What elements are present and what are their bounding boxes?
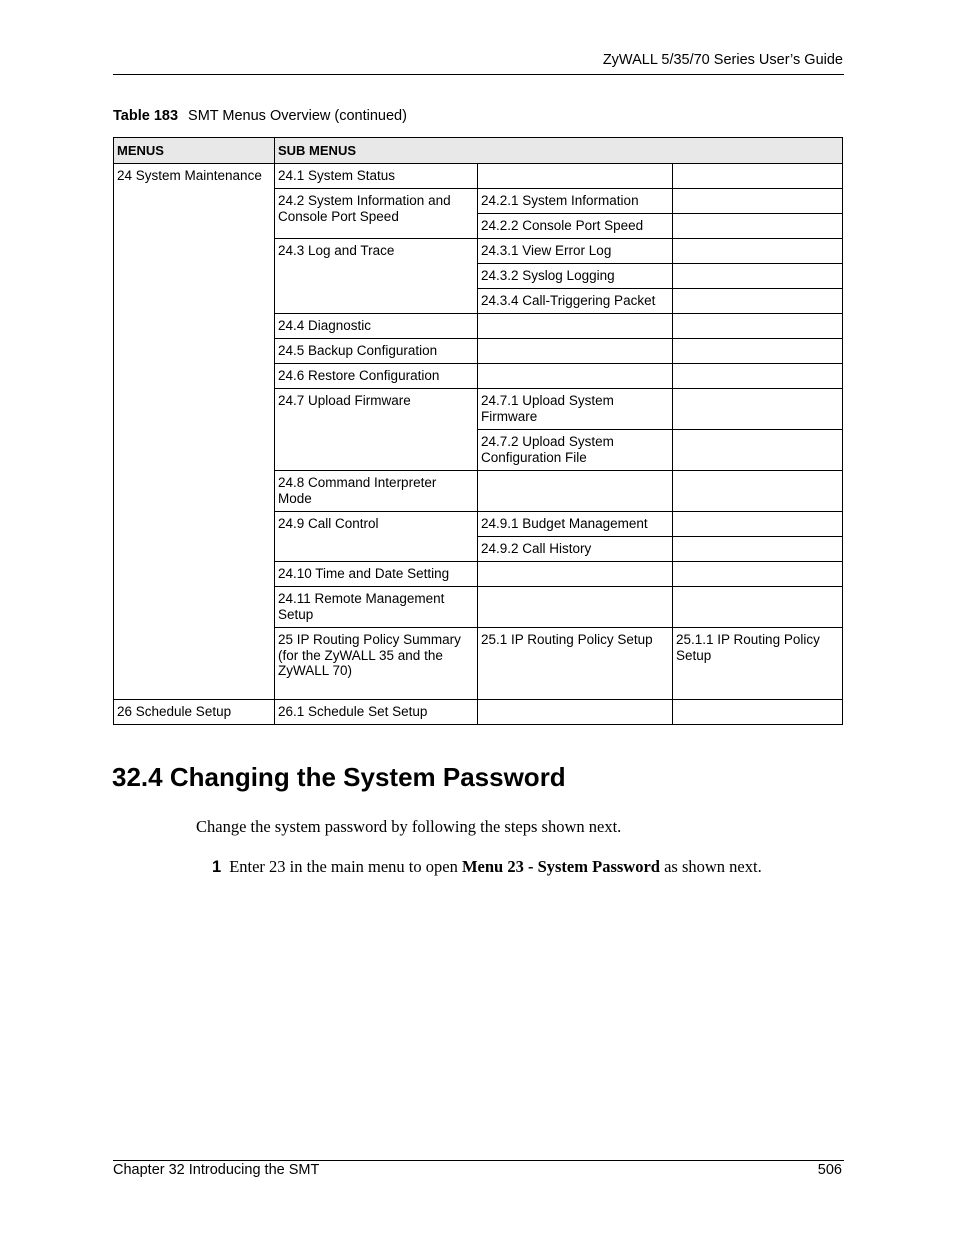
sub-menu-cell: 24.6 Restore Configuration	[275, 364, 478, 389]
empty-cell	[673, 430, 843, 471]
empty-cell	[673, 471, 843, 512]
empty-cell	[673, 189, 843, 214]
smt-menus-table	[113, 137, 843, 725]
footer-rule	[113, 1160, 844, 1161]
empty-cell	[673, 239, 843, 264]
sub-menu-cell: 24.9 Call Control	[275, 512, 478, 562]
step-1	[212, 857, 762, 877]
sub-sub-menu-cell	[478, 562, 673, 587]
sub-sub-menu-cell: 24.3.1 View Error Log	[478, 239, 673, 264]
sub-sub-menu-cell: 24.2.1 System Information	[478, 189, 673, 214]
empty-cell	[673, 587, 843, 628]
table-caption	[113, 108, 407, 124]
sub-sub-menu-cell	[478, 587, 673, 628]
empty-cell	[673, 537, 843, 562]
table-title: SMT Menus Overview (continued)	[188, 108, 407, 124]
table-header-row	[114, 138, 843, 164]
col-header-menus: MENUS	[114, 138, 275, 164]
running-header: ZyWALL 5/35/70 Series User’s Guide	[602, 52, 843, 68]
sub-sub-menu-cell: 24.7.2 Upload System Configuration File	[478, 430, 673, 471]
sub-menu-cell: 24.5 Backup Configuration	[275, 339, 478, 364]
empty-cell	[673, 314, 843, 339]
empty-cell	[673, 214, 843, 239]
step-number: 1	[212, 858, 222, 876]
empty-cell	[673, 164, 843, 189]
sub-menu-cell: 26.1 Schedule Set Setup	[275, 700, 478, 725]
header-rule	[113, 74, 844, 75]
intro-paragraph: Change the system password by following the steps shown next.	[196, 817, 622, 836]
empty-cell	[673, 339, 843, 364]
sub-sub-menu-cell: 24.3.4 Call-Triggering Packet	[478, 289, 673, 314]
step-text-before: Enter 23 in the main menu to open	[229, 857, 462, 876]
sub-sub-menu-cell	[478, 164, 673, 189]
table-row	[114, 700, 843, 725]
menu-reference: Menu 23 - System Password	[461, 857, 660, 876]
footer-chapter: Chapter 32 Introducing the SMT	[113, 1162, 320, 1178]
empty-cell	[673, 700, 843, 725]
menu-cell: 25 IP Routing Policy Summary (for the ZyWALL 35 and the ZyWALL 70)	[275, 628, 478, 700]
empty-cell	[673, 562, 843, 587]
menu-cell: 24 System Maintenance	[114, 164, 275, 700]
sub-menu-cell: 25.1 IP Routing Policy Setup	[478, 628, 673, 700]
sub-menu-cell: 24.8 Command Interpreter Mode	[275, 471, 478, 512]
table-number: Table 183	[113, 108, 179, 124]
sub-sub-menu-cell	[478, 700, 673, 725]
sub-menu-cell: 24.11 Remote Management Setup	[275, 587, 478, 628]
section-heading: 32.4 Changing the System Password	[112, 762, 566, 792]
col-header-sub-menus: SUB MENUS	[275, 138, 843, 164]
sub-menu-cell: 24.3 Log and Trace	[275, 239, 478, 314]
sub-sub-menu-cell	[478, 314, 673, 339]
sub-menu-cell: 24.4 Diagnostic	[275, 314, 478, 339]
empty-cell	[673, 512, 843, 537]
menu-cell: 26 Schedule Setup	[114, 700, 275, 725]
step-text-after: as shown next.	[659, 857, 762, 876]
sub-sub-menu-cell: 24.7.1 Upload System Firmware	[478, 389, 673, 430]
sub-menu-cell: 24.7 Upload Firmware	[275, 389, 478, 471]
sub-menu-cell: 24.10 Time and Date Setting	[275, 562, 478, 587]
sub-sub-menu-cell	[478, 339, 673, 364]
empty-cell	[673, 289, 843, 314]
sub-sub-menu-cell	[478, 364, 673, 389]
sub-sub-menu-cell: 24.9.2 Call History	[478, 537, 673, 562]
empty-cell	[673, 264, 843, 289]
table-row	[114, 164, 843, 189]
sub-menu-cell: 24.2 System Information and Console Port Speed	[275, 189, 478, 239]
page-number: 506	[817, 1162, 842, 1178]
sub-sub-menu-cell: 24.2.2 Console Port Speed	[478, 214, 673, 239]
sub-sub-menu-cell	[478, 471, 673, 512]
sub-sub-menu-cell: 24.9.1 Budget Management	[478, 512, 673, 537]
sub-sub-menu-cell: 25.1.1 IP Routing Policy Setup	[673, 628, 843, 700]
empty-cell	[673, 389, 843, 430]
sub-sub-menu-cell: 24.3.2 Syslog Logging	[478, 264, 673, 289]
sub-menu-cell: 24.1 System Status	[275, 164, 478, 189]
empty-cell	[673, 364, 843, 389]
